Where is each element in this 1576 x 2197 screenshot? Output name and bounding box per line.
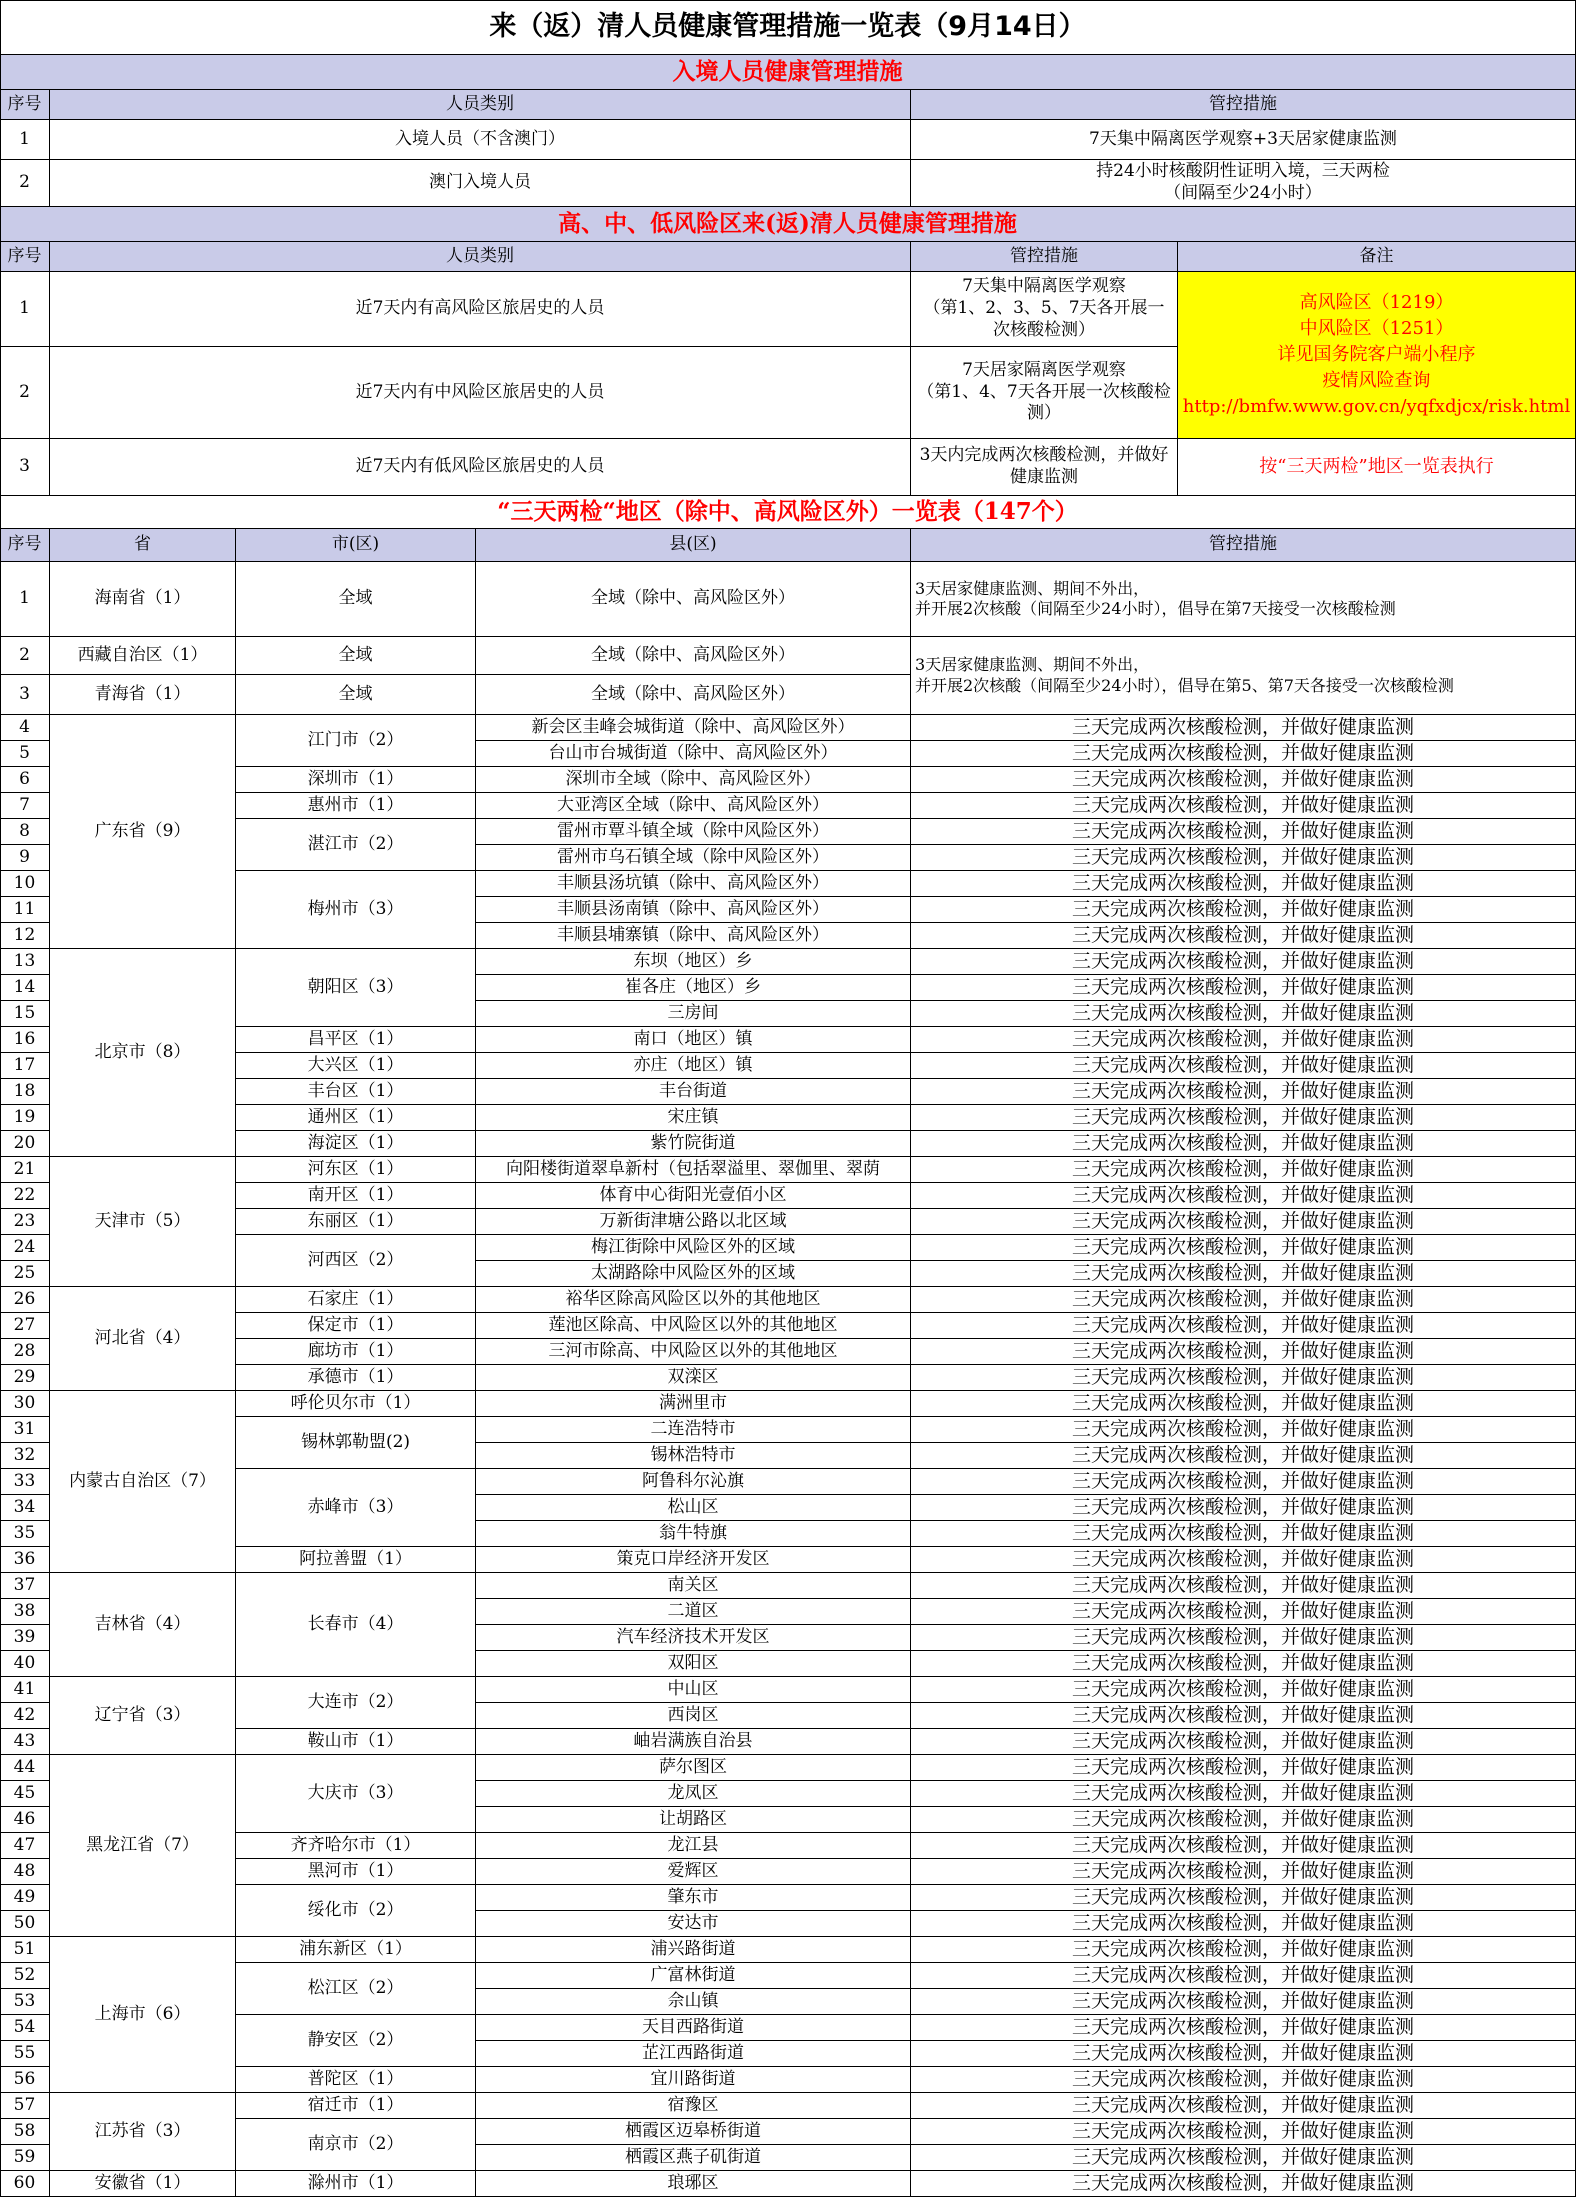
province-cell: 安徽省（1） xyxy=(50,2171,236,2197)
row-number: 28 xyxy=(0,1339,50,1365)
county-cell: 体育中心街阳光壹佰小区 xyxy=(476,1183,911,1209)
city-cell: 长春市（4） xyxy=(236,1573,476,1677)
county-cell: 琅琊区 xyxy=(476,2171,911,2197)
county-cell: 深圳市全域（除中、高风险区外） xyxy=(476,767,911,793)
county-cell: 西岗区 xyxy=(476,1703,911,1729)
control-measure: 三天完成两次核酸检测，并做好健康监测 xyxy=(911,1313,1576,1339)
column-header: 管控措施 xyxy=(911,529,1576,562)
county-cell: 向阳楼街道翠阜新村（包括翠溢里、翠伽里、翠荫 xyxy=(476,1157,911,1183)
low-risk-note: 按“三天两检”地区一览表执行 xyxy=(1178,439,1576,496)
row-number: 33 xyxy=(0,1469,50,1495)
row-number: 42 xyxy=(0,1703,50,1729)
row-number: 3 xyxy=(0,675,50,715)
city-cell: 惠州市（1） xyxy=(236,793,476,819)
province-cell: 上海市（6） xyxy=(50,1937,236,2093)
control-measure: 三天完成两次核酸检测，并做好健康监测 xyxy=(911,1833,1576,1859)
control-measure: 三天完成两次核酸检测，并做好健康监测 xyxy=(911,1807,1576,1833)
province-cell: 海南省（1） xyxy=(50,562,236,637)
city-cell: 河西区（2） xyxy=(236,1235,476,1287)
control-measure: 三天完成两次核酸检测，并做好健康监测 xyxy=(911,2145,1576,2171)
person-category: 入境人员（不含澳门） xyxy=(50,120,911,160)
county-cell: 爱辉区 xyxy=(476,1859,911,1885)
county-cell: 浦兴路街道 xyxy=(476,1937,911,1963)
county-cell: 翁牛特旗 xyxy=(476,1521,911,1547)
row-number: 1 xyxy=(0,272,50,347)
control-measure: 三天完成两次核酸检测，并做好健康监测 xyxy=(911,1989,1576,2015)
row-number: 47 xyxy=(0,1833,50,1859)
county-cell: 莲池区除高、中风险区以外的其他地区 xyxy=(476,1313,911,1339)
city-cell: 绥化市（2） xyxy=(236,1885,476,1937)
city-cell: 赤峰市（3） xyxy=(236,1469,476,1547)
control-measure: 三天完成两次核酸检测，并做好健康监测 xyxy=(911,2171,1576,2197)
county-cell: 双阳区 xyxy=(476,1651,911,1677)
county-cell: 雷州市覃斗镇全域（除中风险区外） xyxy=(476,819,911,845)
row-number: 7 xyxy=(0,793,50,819)
row-number: 43 xyxy=(0,1729,50,1755)
row-number: 32 xyxy=(0,1443,50,1469)
county-cell: 全域（除中、高风险区外） xyxy=(476,637,911,675)
county-cell: 全域（除中、高风险区外） xyxy=(476,675,911,715)
control-measure: 三天完成两次核酸检测，并做好健康监测 xyxy=(911,1001,1576,1027)
control-measure: 三天完成两次核酸检测，并做好健康监测 xyxy=(911,1885,1576,1911)
person-category: 近7天内有低风险区旅居史的人员 xyxy=(50,439,911,496)
county-cell: 二道区 xyxy=(476,1599,911,1625)
row-number: 4 xyxy=(0,715,50,741)
province-cell: 广东省（9） xyxy=(50,715,236,949)
row-number: 41 xyxy=(0,1677,50,1703)
county-cell: 台山市台城街道（除中、高风险区外） xyxy=(476,741,911,767)
row-number: 56 xyxy=(0,2067,50,2093)
province-cell: 辽宁省（3） xyxy=(50,1677,236,1755)
row-number: 14 xyxy=(0,975,50,1001)
city-cell: 鞍山市（1） xyxy=(236,1729,476,1755)
city-cell: 全域 xyxy=(236,562,476,637)
row-number: 21 xyxy=(0,1157,50,1183)
control-measure: 三天完成两次核酸检测，并做好健康监测 xyxy=(911,949,1576,975)
column-header: 人员类别 xyxy=(50,242,911,272)
row-number: 26 xyxy=(0,1287,50,1313)
county-cell: 中山区 xyxy=(476,1677,911,1703)
county-cell: 二连浩特市 xyxy=(476,1417,911,1443)
section-heading: 高、中、低风险区来(返)清人员健康管理措施 xyxy=(0,207,1576,242)
control-measure: 3天内完成两次核酸检测，并做好健康监测 xyxy=(911,439,1178,496)
city-cell: 松江区（2） xyxy=(236,1963,476,2015)
row-number: 25 xyxy=(0,1261,50,1287)
control-measure: 三天完成两次核酸检测，并做好健康监测 xyxy=(911,1339,1576,1365)
county-cell: 丰顺县埔寨镇（除中、高风险区外） xyxy=(476,923,911,949)
city-cell: 大连市（2） xyxy=(236,1677,476,1729)
county-cell: 万新街津塘公路以北区域 xyxy=(476,1209,911,1235)
column-header: 市(区) xyxy=(236,529,476,562)
column-header: 县(区) xyxy=(476,529,911,562)
county-cell: 锡林浩特市 xyxy=(476,1443,911,1469)
control-measure: 三天完成两次核酸检测，并做好健康监测 xyxy=(911,1105,1576,1131)
county-cell: 佘山镇 xyxy=(476,1989,911,2015)
county-cell: 让胡路区 xyxy=(476,1807,911,1833)
province-cell: 北京市（8） xyxy=(50,949,236,1157)
control-measure: 三天完成两次核酸检测，并做好健康监测 xyxy=(911,767,1576,793)
control-measure: 7天居家隔离医学观察 （第1、4、7天各开展一次核酸检测） xyxy=(911,347,1178,439)
control-measure: 三天完成两次核酸检测，并做好健康监测 xyxy=(911,1027,1576,1053)
city-cell: 廊坊市（1） xyxy=(236,1339,476,1365)
city-cell: 全域 xyxy=(236,637,476,675)
city-cell: 石家庄（1） xyxy=(236,1287,476,1313)
row-number: 50 xyxy=(0,1911,50,1937)
county-cell: 丰顺县汤坑镇（除中、高风险区外） xyxy=(476,871,911,897)
control-measure: 三天完成两次核酸检测，并做好健康监测 xyxy=(911,923,1576,949)
row-number: 12 xyxy=(0,923,50,949)
county-cell: 汽车经济技术开发区 xyxy=(476,1625,911,1651)
column-header: 序号 xyxy=(0,90,50,120)
county-cell: 龙江县 xyxy=(476,1833,911,1859)
row-number: 11 xyxy=(0,897,50,923)
city-cell: 昌平区（1） xyxy=(236,1027,476,1053)
control-measure: 三天完成两次核酸检测，并做好健康监测 xyxy=(911,1859,1576,1885)
row-number: 40 xyxy=(0,1651,50,1677)
section-heading: 入境人员健康管理措施 xyxy=(0,55,1576,90)
county-cell: 东坝（地区）乡 xyxy=(476,949,911,975)
county-cell: 宋庄镇 xyxy=(476,1105,911,1131)
province-cell: 吉林省（4） xyxy=(50,1573,236,1677)
control-measure: 三天完成两次核酸检测，并做好健康监测 xyxy=(911,793,1576,819)
city-cell: 宿迁市（1） xyxy=(236,2093,476,2119)
control-measure: 三天完成两次核酸检测，并做好健康监测 xyxy=(911,1755,1576,1781)
control-measure: 三天完成两次核酸检测，并做好健康监测 xyxy=(911,1053,1576,1079)
column-header: 序号 xyxy=(0,529,50,562)
row-number: 54 xyxy=(0,2015,50,2041)
control-measure: 三天完成两次核酸检测，并做好健康监测 xyxy=(911,2119,1576,2145)
control-measure: 三天完成两次核酸检测，并做好健康监测 xyxy=(911,1937,1576,1963)
row-number: 8 xyxy=(0,819,50,845)
city-cell: 保定市（1） xyxy=(236,1313,476,1339)
row-number: 15 xyxy=(0,1001,50,1027)
city-cell: 普陀区（1） xyxy=(236,2067,476,2093)
control-measure: 3天居家健康监测、期间不外出， 并开展2次核酸（间隔至少24小时），倡导在第5、第7天各接受一次核酸检测 xyxy=(911,637,1576,715)
control-measure: 三天完成两次核酸检测，并做好健康监测 xyxy=(911,1079,1576,1105)
city-cell: 朝阳区（3） xyxy=(236,949,476,1027)
control-measure: 三天完成两次核酸检测，并做好健康监测 xyxy=(911,1781,1576,1807)
city-cell: 阿拉善盟（1） xyxy=(236,1547,476,1573)
row-number: 29 xyxy=(0,1365,50,1391)
row-number: 23 xyxy=(0,1209,50,1235)
county-cell: 裕华区除高风险区以外的其他地区 xyxy=(476,1287,911,1313)
row-number: 16 xyxy=(0,1027,50,1053)
city-cell: 大兴区（1） xyxy=(236,1053,476,1079)
row-number: 39 xyxy=(0,1625,50,1651)
city-cell: 呼伦贝尔市（1） xyxy=(236,1391,476,1417)
county-cell: 龙凤区 xyxy=(476,1781,911,1807)
control-measure: 三天完成两次核酸检测，并做好健康监测 xyxy=(911,1547,1576,1573)
county-cell: 芷江西路街道 xyxy=(476,2041,911,2067)
control-measure: 三天完成两次核酸检测，并做好健康监测 xyxy=(911,1157,1576,1183)
province-cell: 天津市（5） xyxy=(50,1157,236,1287)
control-measure: 三天完成两次核酸检测，并做好健康监测 xyxy=(911,1599,1576,1625)
city-cell: 锡林郭勒盟(2) xyxy=(236,1417,476,1469)
control-measure: 三天完成两次核酸检测，并做好健康监测 xyxy=(911,741,1576,767)
county-cell: 三房间 xyxy=(476,1001,911,1027)
county-cell: 宿豫区 xyxy=(476,2093,911,2119)
row-number: 49 xyxy=(0,1885,50,1911)
row-number: 46 xyxy=(0,1807,50,1833)
county-cell: 松山区 xyxy=(476,1495,911,1521)
county-cell: 天目西路街道 xyxy=(476,2015,911,2041)
control-measure: 三天完成两次核酸检测，并做好健康监测 xyxy=(911,2093,1576,2119)
county-cell: 广富林街道 xyxy=(476,1963,911,1989)
control-measure: 三天完成两次核酸检测，并做好健康监测 xyxy=(911,1183,1576,1209)
control-measure: 三天完成两次核酸检测，并做好健康监测 xyxy=(911,1235,1576,1261)
row-number: 2 xyxy=(0,637,50,675)
control-measure: 三天完成两次核酸检测，并做好健康监测 xyxy=(911,1261,1576,1287)
control-measure: 三天完成两次核酸检测，并做好健康监测 xyxy=(911,1495,1576,1521)
county-cell: 大亚湾区全域（除中、高风险区外） xyxy=(476,793,911,819)
column-header: 省 xyxy=(50,529,236,562)
city-cell: 静安区（2） xyxy=(236,2015,476,2067)
row-number: 48 xyxy=(0,1859,50,1885)
control-measure: 7天集中隔离医学观察+3天居家健康监测 xyxy=(911,120,1576,160)
row-number: 10 xyxy=(0,871,50,897)
county-cell: 太湖路除中风险区外的区域 xyxy=(476,1261,911,1287)
county-cell: 丰台街道 xyxy=(476,1079,911,1105)
risk-area-note: 高风险区（1219） 中风险区（1251） 详见国务院客户端小程序 疫情风险查询 http://bmfw.www.gov.cn/yqfxdjcx/risk.html xyxy=(1178,272,1576,439)
control-measure: 3天居家健康监测、期间不外出， 并开展2次核酸（间隔至少24小时），倡导在第7天接受一次核酸检测 xyxy=(911,562,1576,637)
row-number: 6 xyxy=(0,767,50,793)
row-number: 51 xyxy=(0,1937,50,1963)
county-cell: 亦庄（地区）镇 xyxy=(476,1053,911,1079)
row-number: 13 xyxy=(0,949,50,975)
city-cell: 丰台区（1） xyxy=(236,1079,476,1105)
person-category: 近7天内有中风险区旅居史的人员 xyxy=(50,347,911,439)
row-number: 9 xyxy=(0,845,50,871)
row-number: 31 xyxy=(0,1417,50,1443)
county-cell: 双滦区 xyxy=(476,1365,911,1391)
row-number: 34 xyxy=(0,1495,50,1521)
control-measure: 三天完成两次核酸检测，并做好健康监测 xyxy=(911,1521,1576,1547)
county-cell: 新会区圭峰会城街道（除中、高风险区外） xyxy=(476,715,911,741)
county-cell: 三河市除高、中风险区以外的其他地区 xyxy=(476,1339,911,1365)
province-cell: 西藏自治区（1） xyxy=(50,637,236,675)
control-measure: 三天完成两次核酸检测，并做好健康监测 xyxy=(911,975,1576,1001)
city-cell: 滁州市（1） xyxy=(236,2171,476,2197)
city-cell: 浦东新区（1） xyxy=(236,1937,476,1963)
city-cell: 全域 xyxy=(236,675,476,715)
city-cell: 黑河市（1） xyxy=(236,1859,476,1885)
control-measure: 三天完成两次核酸检测，并做好健康监测 xyxy=(911,897,1576,923)
row-number: 5 xyxy=(0,741,50,767)
county-cell: 南关区 xyxy=(476,1573,911,1599)
control-measure: 三天完成两次核酸检测，并做好健康监测 xyxy=(911,1391,1576,1417)
control-measure: 三天完成两次核酸检测，并做好健康监测 xyxy=(911,1443,1576,1469)
county-cell: 岫岩满族自治县 xyxy=(476,1729,911,1755)
county-cell: 栖霞区燕子矶街道 xyxy=(476,2145,911,2171)
row-number: 1 xyxy=(0,562,50,637)
control-measure: 三天完成两次核酸检测，并做好健康监测 xyxy=(911,819,1576,845)
control-measure: 三天完成两次核酸检测，并做好健康监测 xyxy=(911,1625,1576,1651)
row-number: 44 xyxy=(0,1755,50,1781)
row-number: 20 xyxy=(0,1131,50,1157)
county-cell: 策克口岸经济开发区 xyxy=(476,1547,911,1573)
row-number: 17 xyxy=(0,1053,50,1079)
row-number: 2 xyxy=(0,347,50,439)
county-cell: 满洲里市 xyxy=(476,1391,911,1417)
control-measure: 三天完成两次核酸检测，并做好健康监测 xyxy=(911,2015,1576,2041)
city-cell: 江门市（2） xyxy=(236,715,476,767)
city-cell: 大庆市（3） xyxy=(236,1755,476,1833)
section-heading: “三天两检“地区（除中、高风险区外）一览表（147个） xyxy=(0,496,1576,529)
city-cell: 湛江市（2） xyxy=(236,819,476,871)
row-number: 45 xyxy=(0,1781,50,1807)
county-cell: 全域（除中、高风险区外） xyxy=(476,562,911,637)
county-cell: 南口（地区）镇 xyxy=(476,1027,911,1053)
county-cell: 崔各庄（地区）乡 xyxy=(476,975,911,1001)
row-number: 27 xyxy=(0,1313,50,1339)
row-number: 58 xyxy=(0,2119,50,2145)
control-measure: 三天完成两次核酸检测，并做好健康监测 xyxy=(911,1703,1576,1729)
county-cell: 丰顺县汤南镇（除中、高风险区外） xyxy=(476,897,911,923)
county-cell: 萨尔图区 xyxy=(476,1755,911,1781)
province-cell: 内蒙古自治区（7） xyxy=(50,1391,236,1573)
control-measure: 三天完成两次核酸检测，并做好健康监测 xyxy=(911,715,1576,741)
row-number: 60 xyxy=(0,2171,50,2197)
province-cell: 河北省（4） xyxy=(50,1287,236,1391)
person-category: 近7天内有高风险区旅居史的人员 xyxy=(50,272,911,347)
row-number: 38 xyxy=(0,1599,50,1625)
city-cell: 梅州市（3） xyxy=(236,871,476,949)
city-cell: 东丽区（1） xyxy=(236,1209,476,1235)
row-number: 19 xyxy=(0,1105,50,1131)
row-number: 53 xyxy=(0,1989,50,2015)
control-measure: 7天集中隔离医学观察 （第1、2、3、5、7天各开展一次核酸检测） xyxy=(911,272,1178,347)
city-cell: 海淀区（1） xyxy=(236,1131,476,1157)
county-cell: 梅江街除中风险区外的区域 xyxy=(476,1235,911,1261)
column-header: 管控措施 xyxy=(911,90,1576,120)
row-number: 18 xyxy=(0,1079,50,1105)
province-cell: 黑龙江省（7） xyxy=(50,1755,236,1937)
city-cell: 河东区（1） xyxy=(236,1157,476,1183)
control-measure: 三天完成两次核酸检测，并做好健康监测 xyxy=(911,1963,1576,1989)
control-measure: 三天完成两次核酸检测，并做好健康监测 xyxy=(911,1469,1576,1495)
city-cell: 承德市（1） xyxy=(236,1365,476,1391)
page-title: 来（返）清人员健康管理措施一览表（9月14日） xyxy=(0,0,1576,55)
column-header: 管控措施 xyxy=(911,242,1178,272)
row-number: 36 xyxy=(0,1547,50,1573)
row-number: 1 xyxy=(0,120,50,160)
control-measure: 三天完成两次核酸检测，并做好健康监测 xyxy=(911,1911,1576,1937)
province-cell: 青海省（1） xyxy=(50,675,236,715)
control-measure: 三天完成两次核酸检测，并做好健康监测 xyxy=(911,1209,1576,1235)
column-header: 备注 xyxy=(1178,242,1576,272)
control-measure: 三天完成两次核酸检测，并做好健康监测 xyxy=(911,1417,1576,1443)
control-measure: 三天完成两次核酸检测，并做好健康监测 xyxy=(911,1365,1576,1391)
control-measure: 持24小时核酸阴性证明入境，三天两检 （间隔至少24小时） xyxy=(911,160,1576,207)
county-cell: 宜川路街道 xyxy=(476,2067,911,2093)
control-measure: 三天完成两次核酸检测，并做好健康监测 xyxy=(911,2041,1576,2067)
city-cell: 通州区（1） xyxy=(236,1105,476,1131)
row-number: 30 xyxy=(0,1391,50,1417)
city-cell: 深圳市（1） xyxy=(236,767,476,793)
county-cell: 肇东市 xyxy=(476,1885,911,1911)
row-number: 2 xyxy=(0,160,50,207)
city-cell: 南京市（2） xyxy=(236,2119,476,2171)
control-measure: 三天完成两次核酸检测，并做好健康监测 xyxy=(911,2067,1576,2093)
column-header: 人员类别 xyxy=(50,90,911,120)
row-number: 59 xyxy=(0,2145,50,2171)
province-cell: 江苏省（3） xyxy=(50,2093,236,2171)
control-measure: 三天完成两次核酸检测，并做好健康监测 xyxy=(911,871,1576,897)
column-header: 序号 xyxy=(0,242,50,272)
control-measure: 三天完成两次核酸检测，并做好健康监测 xyxy=(911,1729,1576,1755)
county-cell: 栖霞区迈皋桥街道 xyxy=(476,2119,911,2145)
row-number: 37 xyxy=(0,1573,50,1599)
control-measure: 三天完成两次核酸检测，并做好健康监测 xyxy=(911,845,1576,871)
control-measure: 三天完成两次核酸检测，并做好健康监测 xyxy=(911,1131,1576,1157)
row-number: 35 xyxy=(0,1521,50,1547)
county-cell: 雷州市乌石镇全域（除中风险区外） xyxy=(476,845,911,871)
county-cell: 紫竹院街道 xyxy=(476,1131,911,1157)
person-category: 澳门入境人员 xyxy=(50,160,911,207)
county-cell: 安达市 xyxy=(476,1911,911,1937)
city-cell: 南开区（1） xyxy=(236,1183,476,1209)
row-number: 3 xyxy=(0,439,50,496)
control-measure: 三天完成两次核酸检测，并做好健康监测 xyxy=(911,1677,1576,1703)
control-measure: 三天完成两次核酸检测，并做好健康监测 xyxy=(911,1573,1576,1599)
row-number: 22 xyxy=(0,1183,50,1209)
control-measure: 三天完成两次核酸检测，并做好健康监测 xyxy=(911,1651,1576,1677)
control-measure: 三天完成两次核酸检测，并做好健康监测 xyxy=(911,1287,1576,1313)
row-number: 57 xyxy=(0,2093,50,2119)
county-cell: 阿鲁科尔沁旗 xyxy=(476,1469,911,1495)
row-number: 55 xyxy=(0,2041,50,2067)
row-number: 24 xyxy=(0,1235,50,1261)
row-number: 52 xyxy=(0,1963,50,1989)
city-cell: 齐齐哈尔市（1） xyxy=(236,1833,476,1859)
